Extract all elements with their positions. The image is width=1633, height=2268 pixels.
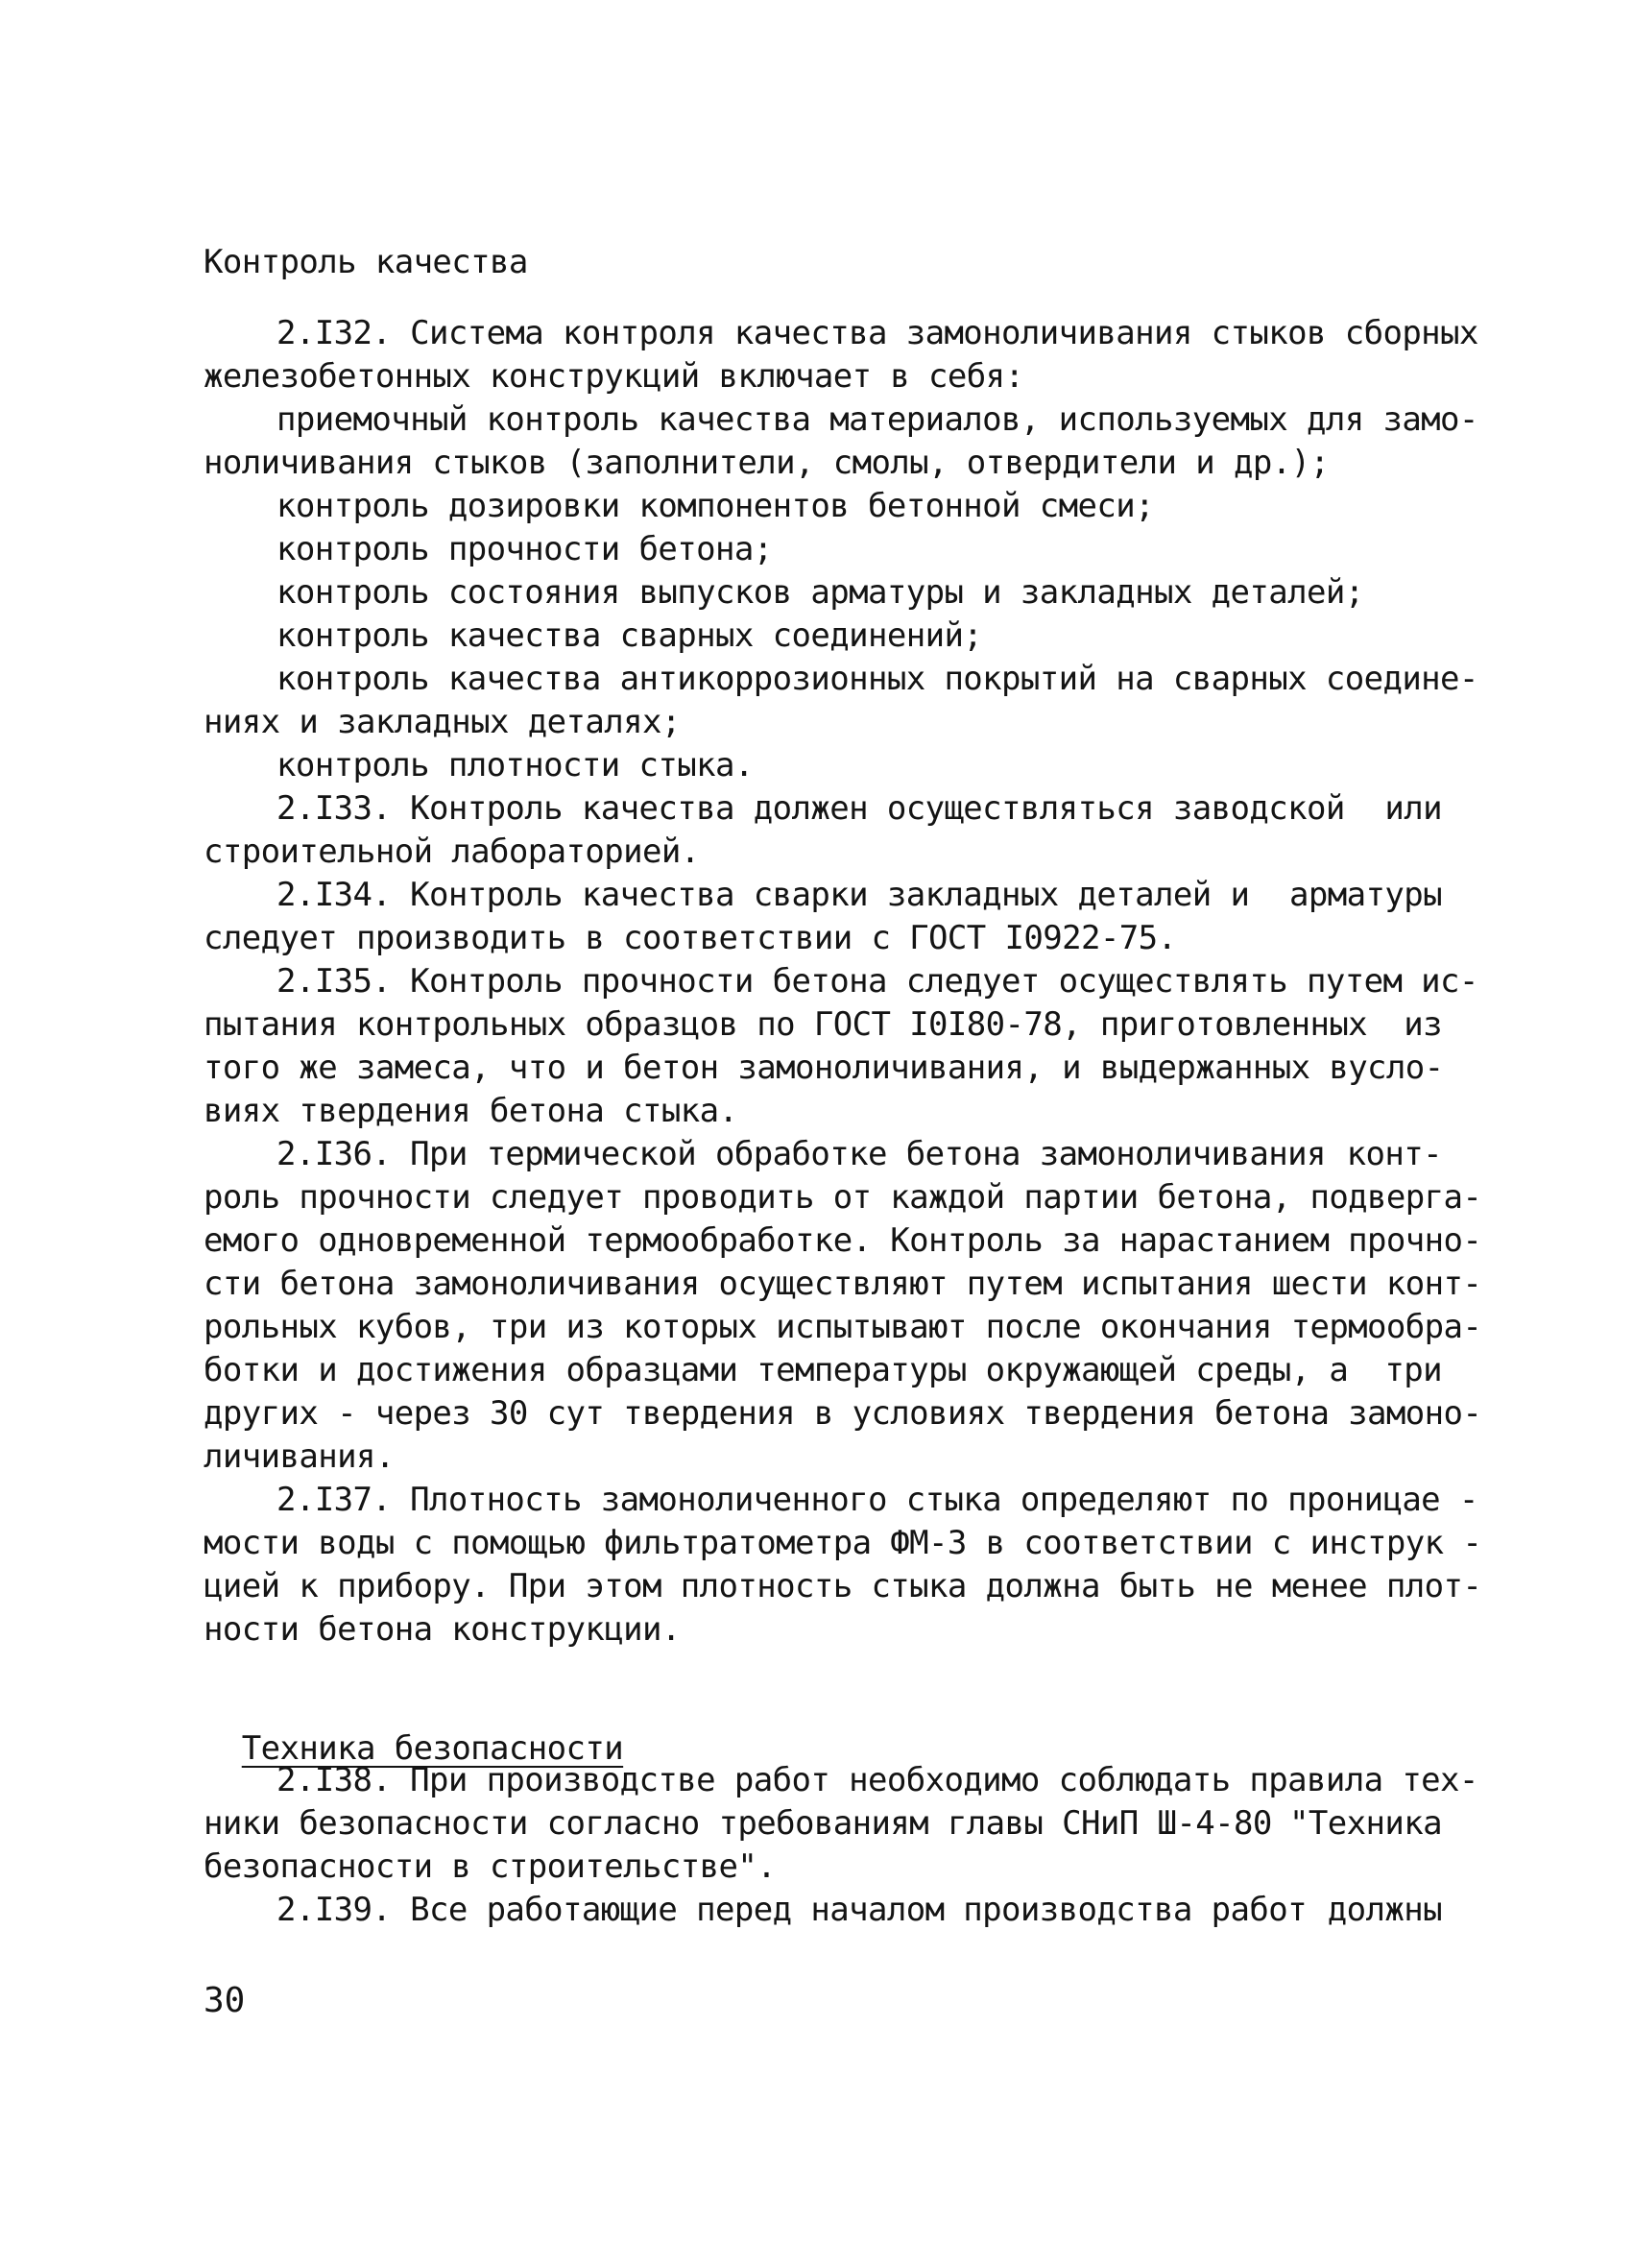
paragraph-2-136-line-7: других - через 30 сут твердения в условиях твердения бетона замоно- xyxy=(204,1394,1482,1433)
paragraph-2-136-line-2: роль прочности следует проводить от каждой партии бетона, подверга- xyxy=(204,1178,1482,1217)
paragraph-2-136-line-1-end: конт- xyxy=(1346,1135,1442,1173)
paragraph-2-135-line-3-text: того же замеса, что и бетон замоноличивания, и выдержанных в xyxy=(204,1049,1349,1087)
paragraph-2-135-line-3 xyxy=(204,1047,1442,1089)
list-item-strength-control: контроль прочности бетона; xyxy=(276,530,773,568)
paragraph-2-136-line-4: сти бетона замоноличивания осуществляют путем испытания шести конт- xyxy=(204,1265,1482,1303)
paragraph-2-135-line-3-end: усло- xyxy=(1348,1049,1444,1087)
paragraph-2-136-line-6 xyxy=(204,1349,1442,1391)
paragraph-2-138-line-3: безопасности в строительстве". xyxy=(204,1847,777,1886)
paragraph-2-137-line-2: мости воды с помощью фильтратометра ФМ-3 в соответствии с инструк - xyxy=(204,1524,1482,1562)
paragraph-2-136-line-8: личивания. xyxy=(204,1437,395,1476)
paragraph-2-138-line-1: 2.I38. При производстве работ необходимо соблюдать правила тех- xyxy=(276,1761,1478,1799)
paragraph-2-133-line-1 xyxy=(276,787,1442,830)
paragraph-2-136-line-6-text: ботки и достижения образцами температуры окружающей среды, а xyxy=(204,1351,1349,1389)
paragraph-2-135-line-2 xyxy=(204,1003,1442,1046)
section-heading-safety xyxy=(204,1685,1442,1770)
list-item-acceptance-control-cont: ноличивания стыков (заполнители, смолы, отвердители и др.); xyxy=(204,444,1330,482)
paragraph-2-138-line-2 xyxy=(204,1802,1442,1845)
paragraph-2-139-line-1-text: 2.I39. Все работающие перед началом производства работ xyxy=(276,1891,1307,1929)
paragraph-2-133-line-2: строительной лабораторией. xyxy=(204,832,700,871)
section-heading-quality-control: Контроль качества xyxy=(204,243,528,281)
paragraph-2-139-line-1 xyxy=(276,1889,1442,1931)
paragraph-2-136-line-6-end: три xyxy=(1384,1351,1442,1389)
list-item-anticorrosion-control-cont: ниях и закладных деталях; xyxy=(204,703,681,741)
page-number: 30 xyxy=(204,1981,246,2020)
paragraph-2-136-line-1-text: 2.I36. При термической обработке бетона замоноличивания xyxy=(276,1135,1326,1173)
paragraph-2-138-line-2-text: ники безопасности согласно требованиям главы СНиП Ш-4-80 xyxy=(204,1804,1272,1843)
paragraph-2-138-line-2-end: "Техника xyxy=(1289,1804,1442,1843)
list-item-acceptance-control: приемочный контроль качества материалов, используемых для замо- xyxy=(276,400,1478,439)
paragraph-2-139-line-1-end: должны xyxy=(1327,1891,1442,1929)
paragraph-2-134-line-1-end: арматуры xyxy=(1289,876,1442,914)
paragraph-2-134-line-1 xyxy=(276,874,1442,916)
paragraph-2-136-line-1 xyxy=(276,1133,1442,1175)
list-item-density-control: контроль плотности стыка. xyxy=(276,746,754,784)
paragraph-2-133-line-1-end: или xyxy=(1384,789,1442,828)
paragraph-2-136-line-5: рольных кубов, три из которых испытывают после окончания термообра- xyxy=(204,1308,1482,1346)
paragraph-2-133-line-1-text: 2.I33. Контроль качества должен осуществляться заводской xyxy=(276,789,1345,828)
paragraph-2-135-line-1: 2.I35. Контроль прочности бетона следует осуществлять путем ис- xyxy=(276,962,1478,1001)
list-item-dosage-control: контроль дозировки компонентов бетонной смеси; xyxy=(276,487,1155,525)
paragraph-2-137-line-1: 2.I37. Плотность замоноличенного стыка определяют по проницае - xyxy=(276,1481,1478,1519)
paragraph-2-135-line-2-text: пытания контрольных образцов по ГОСТ I0I80-78, приготовленных xyxy=(204,1005,1368,1044)
list-item-rebar-control: контроль состояния выпусков арматуры и закладных деталей; xyxy=(276,573,1364,612)
paragraph-2-132-line-2: железобетонных конструкций включает в себя: xyxy=(204,357,1024,396)
paragraph-2-132-line-1: 2.I32. Система контроля качества замоноличивания стыков сборных xyxy=(276,314,1478,352)
paragraph-2-137-line-3: цией к прибору. При этом плотность стыка должна быть не менее плот- xyxy=(204,1567,1482,1605)
paragraph-2-135-line-4: виях твердения бетона стыка. xyxy=(204,1092,738,1130)
paragraph-2-134-line-2: следует производить в соответствии с ГОСТ I0922-75. xyxy=(204,919,1177,957)
paragraph-2-135-line-2-end: из xyxy=(1404,1005,1442,1044)
section-heading-safety-text: Техника безопасности xyxy=(241,1729,624,1768)
paragraph-2-136-line-3: емого одновременной термообработке. Контроль за нарастанием прочно- xyxy=(204,1221,1482,1260)
paragraph-2-134-line-1-text: 2.I34. Контроль качества сварки закладных деталей и xyxy=(276,876,1250,914)
list-item-anticorrosion-control: контроль качества антикоррозионных покрытий на сварных соедине- xyxy=(276,660,1478,698)
paragraph-2-137-line-4: ности бетона конструкции. xyxy=(204,1610,681,1649)
list-item-weld-control: контроль качества сварных соединений; xyxy=(276,616,983,655)
